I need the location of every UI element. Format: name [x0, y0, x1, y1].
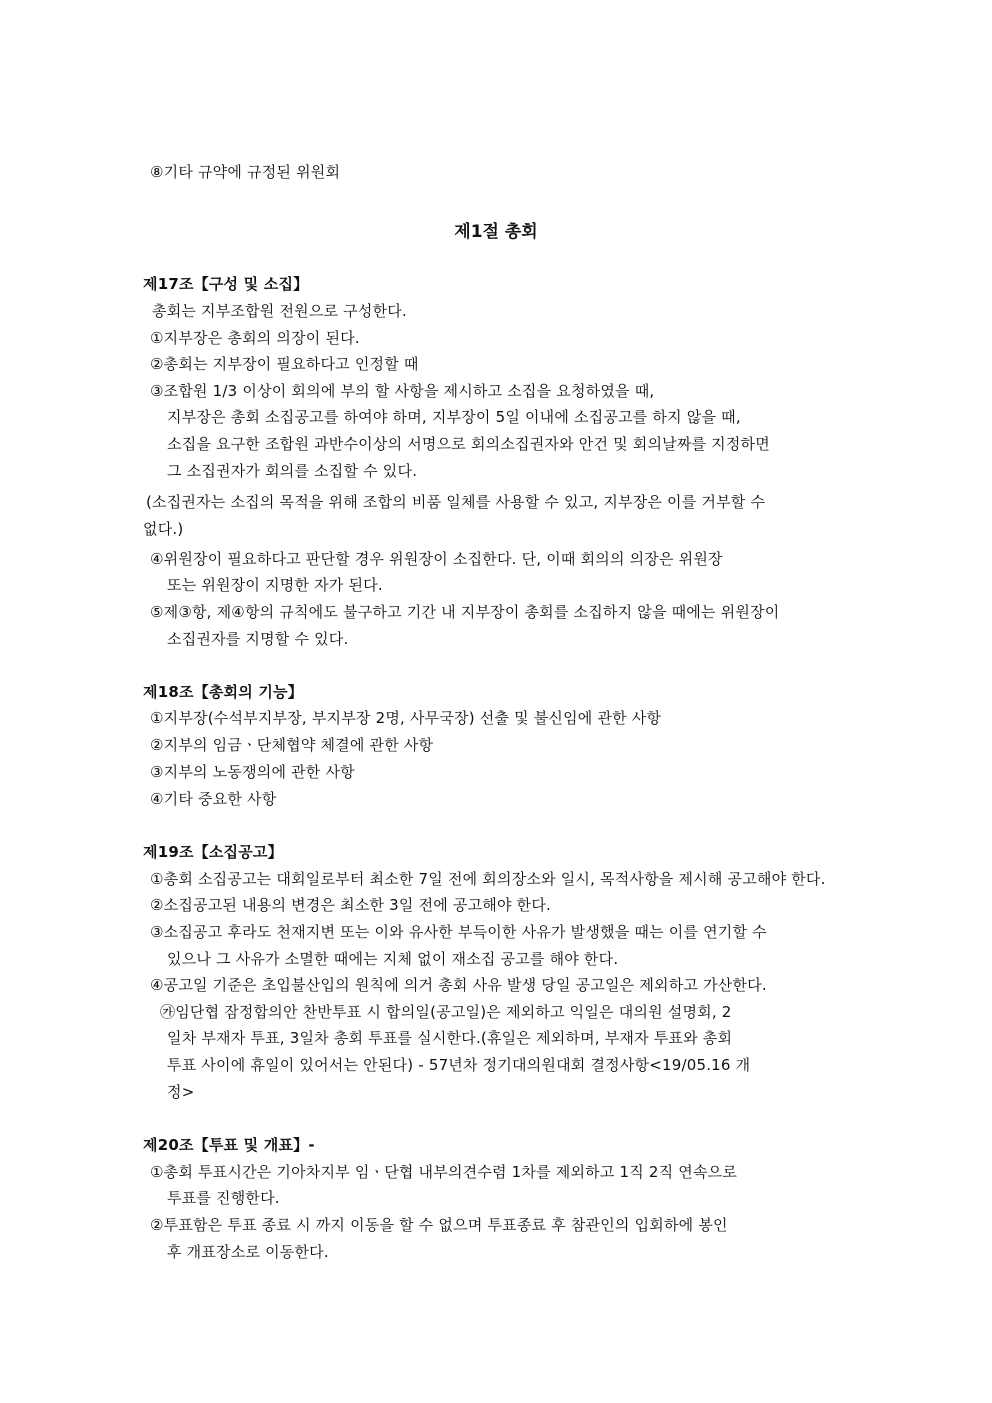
article-18-line: ①지부장(수석부지부장, 부지부장 2명, 사무국장) 선출 및 불신임에 관한 사항 — [150, 709, 662, 727]
article-17-line: ①지부장은 총회의 의장이 된다. — [150, 329, 360, 347]
article-19-heading: 제19조【소집공고】 — [143, 843, 283, 861]
article-19-line: ③소집공고 후라도 천재지변 또는 이와 유사한 부득이한 사유가 발생했을 때는 이를 연기할 수 — [150, 923, 767, 941]
committee-item-8: ⑧기타 규약에 규정된 위원회 — [150, 163, 341, 181]
article-20-line: ②투표함은 투표 종료 시 까지 이동을 할 수 없으며 투표종료 후 참관인의 입회하에 봉인 — [150, 1216, 728, 1234]
article-18-line: ②지부의 임금ㆍ단체협약 체결에 관한 사항 — [150, 736, 434, 754]
article-19-line: ②소집공고된 내용의 변경은 최소한 3일 전에 공고해야 한다. — [150, 896, 552, 914]
article-19-line: 정> — [167, 1083, 195, 1101]
article-18-line: ④기타 중요한 사항 — [150, 790, 277, 808]
article-18-line: ③지부의 노동쟁의에 관한 사항 — [150, 763, 355, 781]
article-17-line: 총회는 지부조합원 전원으로 구성한다. — [152, 302, 407, 320]
article-17-line: 소집을 요구한 조합원 과반수이상의 서명으로 회의소집권자와 안건 및 회의날짜를 지정하면 — [167, 435, 770, 453]
article-19-line: 일차 부재자 투표, 3일차 총회 투표를 실시한다.(휴일은 제외하며, 부재자 투표와 총회 — [167, 1029, 733, 1047]
article-19-line: 있으나 그 사유가 소멸한 때에는 지체 없이 재소집 공고를 해야 한다. — [167, 950, 619, 968]
article-17-line: 없다.) — [143, 520, 184, 538]
article-20-heading: 제20조【투표 및 개표】- — [143, 1136, 315, 1154]
article-17-line: ③조합원 1/3 이상이 회의에 부의 할 사항을 제시하고 소집을 요청하였을 때, — [150, 382, 655, 400]
article-20-line: ①총회 투표시간은 기아차지부 임ㆍ단협 내부의견수렴 1차를 제외하고 1직 2직 연속으로 — [150, 1163, 738, 1181]
section-title: 제1절 총회 — [454, 222, 538, 242]
article-18-heading: 제18조【총회의 기능】 — [143, 683, 303, 701]
article-17-line: ④위원장이 필요하다고 판단할 경우 위원장이 소집한다. 단, 이때 회의의 의장은 위원장 — [150, 550, 723, 568]
article-19-line: ㉮임단협 잠정합의안 찬반투표 시 합의일(공고일)은 제외하고 익일은 대의원 설명회, 2 — [160, 1003, 732, 1021]
article-17-line: 소집권자를 지명할 수 있다. — [167, 630, 349, 648]
article-17-line: 또는 위원장이 지명한 자가 된다. — [167, 576, 383, 594]
article-17-line: 지부장은 총회 소집공고를 하여야 하며, 지부장이 5일 이내에 소집공고를 하지 않을 때, — [167, 408, 741, 426]
article-19-line: ①총회 소집공고는 대회일로부터 최소한 7일 전에 회의장소와 일시, 목적사항을 제시해 공고해야 한다. — [150, 870, 826, 888]
article-20-line: 후 개표장소로 이동한다. — [167, 1243, 329, 1261]
article-19-line: 투표 사이에 휴일이 있어서는 안된다) - 57년차 정기대의원대회 결정사항<19/05.16 개 — [167, 1056, 751, 1074]
article-17-line: 그 소집권자가 회의를 소집할 수 있다. — [167, 462, 418, 480]
article-17-line: (소집권자는 소집의 목적을 위해 조합의 비품 일체를 사용할 수 있고, 지부장은 이를 거부할 수 — [146, 493, 766, 511]
article-17-heading: 제17조【구성 및 소집】 — [143, 275, 309, 293]
article-19-line: ④공고일 기준은 초입불산입의 원칙에 의거 총회 사유 발생 당일 공고일은 제외하고 가산한다. — [150, 976, 767, 994]
article-17-line: ⑤제③항, 제④항의 규칙에도 불구하고 기간 내 지부장이 총회를 소집하지 않을 때에는 위원장이 — [150, 603, 780, 621]
article-20-line: 투표를 진행한다. — [167, 1189, 280, 1207]
article-17-line: ②총회는 지부장이 필요하다고 인정할 때 — [150, 355, 419, 373]
